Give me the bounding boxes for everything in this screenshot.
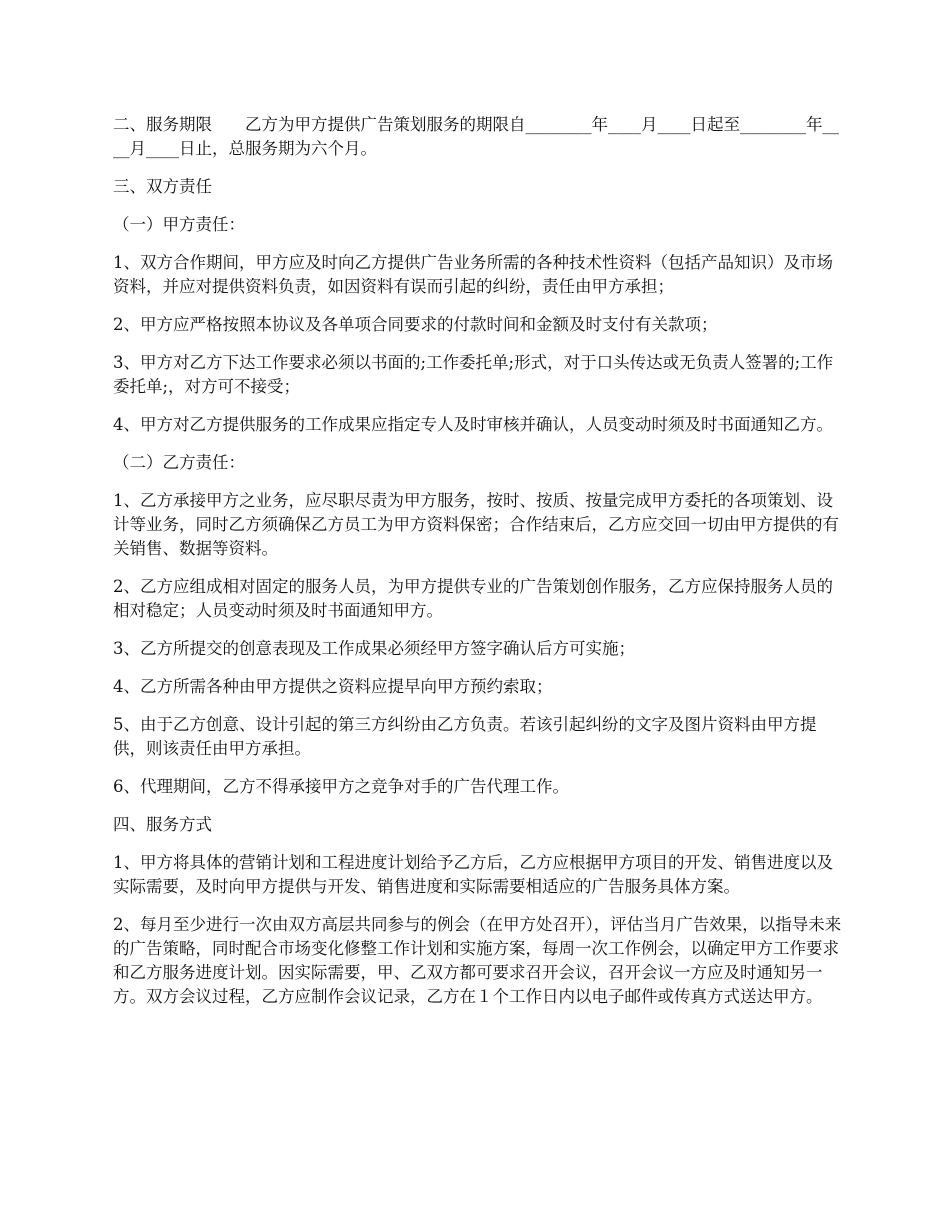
subsection-heading-party-a: （一）甲方责任： [113, 215, 245, 234]
party-b-clause-4: 4、乙方所需各种由甲方提供之资料应提早向甲方预约索取； [113, 677, 553, 696]
document-body [113, 113, 843, 1023]
party-a-clause-3: 3、甲方对乙方下达工作要求必须以书面的;工作委托单;形式，对于口头传达或无负责人签署的;工作委托单;，对方可不接受； [113, 353, 834, 396]
service-method-clause-2: 2、每月至少进行一次由双方高层共同参与的例会（在甲方处召开），评估当月广告效果，以指导未来的广告策略，同时配合市场变化修整工作计划和实施方案，每周一次工作例会，以确定甲方工作要求和乙方服务进度计划。因实际需要，甲、乙双方都可要求召开会议，召开会议一方应及时通知另一方。双方会议过程，乙方应制作会议记录，乙方在１个工作日内以电子邮件或传真方式送达甲方。 [113, 915, 842, 1006]
party-b-clause-1: 1、乙方承接甲方之业务，应尽职尽责为甲方服务，按时、按质、按量完成甲方委托的各项策划、设计等业务，同时乙方须确保乙方员工为甲方资料保密；合作结束后，乙方应交回一切由甲方提供的有关销售、数据等资料。 [113, 491, 839, 558]
party-b-clause-3: 3、乙方所提交的创意表现及工作成果必须经甲方签字确认后方可实施； [113, 639, 635, 658]
party-b-clause-2: 2、乙方应组成相对固定的服务人员，为甲方提供专业的广告策划创作服务，乙方应保持服务人员的相对稳定；人员变动时须及时书面通知甲方。 [113, 577, 833, 620]
party-a-clause-4: 4、甲方对乙方提供服务的工作成果应指定专人及时审核并确认，人员变动时须及时书面通知乙方。 [113, 415, 833, 434]
service-method-clause-1: 1、甲方将具体的营销计划和工程进度计划给予乙方后，乙方应根据甲方项目的开发、销售进度以及实际需要，及时向甲方提供与开发、销售进度和实际需要相适应的广告服务具体方案。 [113, 853, 833, 896]
party-b-clause-6: 6、代理期间，乙方不得承接甲方之竞争对手的广告代理工作。 [113, 777, 569, 796]
subsection-heading-party-b: （二）乙方责任： [113, 453, 245, 472]
section-service-period: 二、服务期限 乙方为甲方提供广告策划服务的期限自________年____月____日起至________年____月____日止，总服务期为六个月。 [113, 115, 839, 158]
party-a-clause-2: 2、甲方应严格按照本协议及各单项合同要求的付款时间和金额及时支付有关款项； [113, 315, 718, 334]
section-heading-responsibilities: 三、双方责任 [113, 177, 212, 196]
party-a-clause-1: 1、双方合作期间，甲方应及时向乙方提供广告业务所需的各种技术性资料（包括产品知识）及市场资料，并应对提供资料负责，如因资料有误而引起的纠纷，责任由甲方承担； [113, 253, 833, 296]
party-b-clause-5: 5、由于乙方创意、设计引起的第三方纠纷由乙方负责。若该引起纠纷的文字及图片资料由甲方提供，则该责任由甲方承担。 [113, 715, 817, 758]
section-heading-service-method: 四、服务方式 [113, 815, 212, 834]
